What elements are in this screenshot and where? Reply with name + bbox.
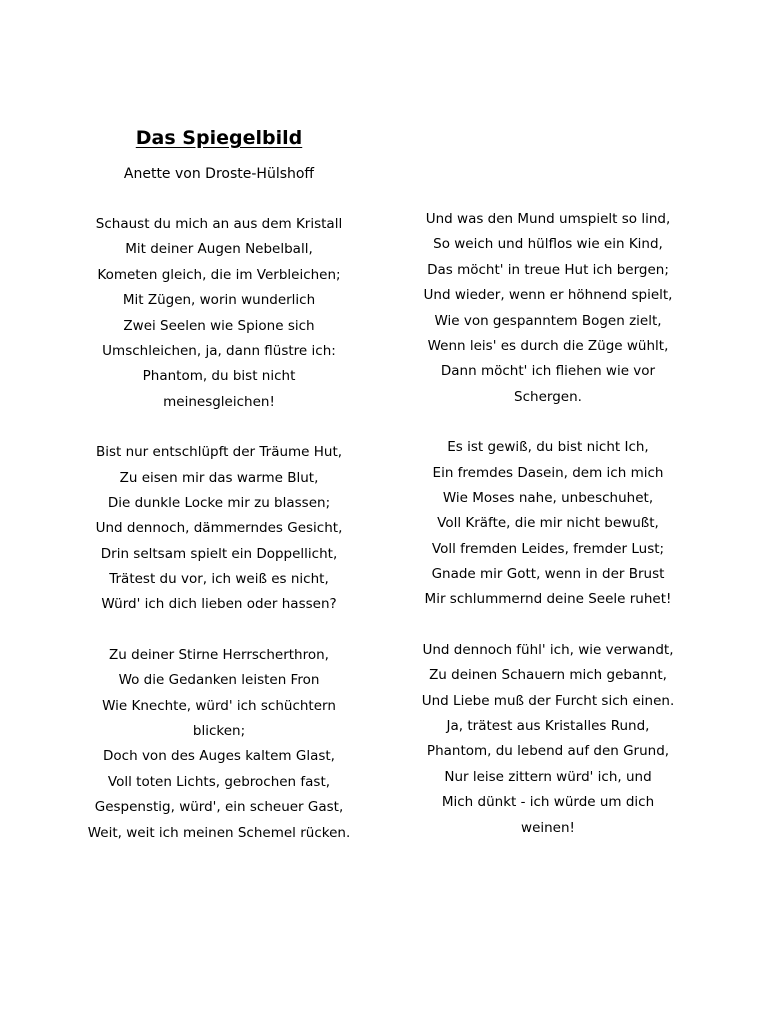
verse-line: Gespenstig, würd', ein scheuer Gast,: [94, 799, 344, 816]
verse-line: Das möcht' in treue Hut ich bergen;: [427, 261, 669, 278]
stanza: [84, 212, 354, 415]
verse-line: Bist nur entschlüpft der Träume Hut,: [95, 444, 343, 461]
left-column: [84, 212, 354, 871]
verse-line: Zu deiner Stirne Herrscherthron,: [109, 646, 329, 663]
verse-line: Ein fremdes Dasein, dem ich mich: [432, 464, 664, 481]
verse-line: Schergen.: [514, 388, 582, 405]
verse-line: Zu eisen mir das warme Blut,: [119, 469, 319, 486]
verse-line: Und Liebe muß der Furcht sich einen.: [421, 692, 675, 709]
verse-line: Kometen gleich, die im Verbleichen;: [97, 266, 341, 283]
stanza: [413, 435, 683, 613]
verse-line: meinesgleichen!: [163, 393, 275, 410]
verse-line: So weich und hülflos wie ein Kind,: [433, 236, 663, 253]
verse-line: Dann möcht' ich fliehen wie vor: [440, 363, 656, 380]
verse-line: Zwei Seelen wie Spione sich: [123, 317, 315, 334]
verse-line: Und dennoch fühl' ich, wie verwandt,: [422, 641, 674, 658]
verse-line: Drin seltsam spielt ein Doppellicht,: [100, 545, 338, 562]
verse-line: Und was den Mund umspielt so lind,: [425, 211, 671, 227]
right-column: [413, 207, 683, 866]
verse-line: Gnade mir Gott, wenn in der Brust: [431, 566, 665, 583]
verse-line: Wie Knechte, würd' ich schüchtern: [102, 697, 336, 714]
verse-line: Mich dünkt - ich würde um dich: [441, 794, 655, 811]
verse-line: Ja, trätest aus Kristalles Rund,: [446, 718, 650, 735]
verse-line: Schaust du mich an aus dem Kristall: [95, 216, 343, 232]
verse-line: Wie von gespanntem Bogen zielt,: [434, 312, 662, 329]
verse-line: Zu deinen Schauern mich gebannt,: [429, 667, 667, 684]
verse-line: Und dennoch, dämmerndes Gesicht,: [95, 520, 343, 537]
verse-line: Wo die Gedanken leisten Fron: [118, 672, 320, 689]
verse-line: Umschleichen, ja, dann flüstre ich:: [102, 342, 336, 359]
verse-line: Und wieder, wenn er höhnend spielt,: [423, 287, 673, 304]
verse-line: Trätest du vor, ich weiß es nicht,: [109, 571, 329, 588]
verse-line: Voll fremden Leides, fremder Lust;: [431, 540, 665, 557]
verse-line: Doch von des Auges kaltem Glast,: [103, 748, 335, 765]
stanza: [84, 440, 354, 618]
stanza: [413, 638, 683, 841]
verse-line: Es ist gewiß, du bist nicht Ich,: [447, 439, 649, 456]
verse-line: Mir schlummernd deine Seele ruhet!: [424, 591, 672, 608]
verse-line: Wenn leis' es durch die Züge wühlt,: [427, 337, 669, 354]
verse-line: Die dunkle Locke mir zu blassen;: [107, 494, 331, 511]
verse-line: Voll toten Lichts, gebrochen fast,: [107, 773, 331, 790]
stanza: [413, 207, 683, 410]
verse-line: Nur leise zittern würd' ich, und: [444, 768, 652, 785]
verse-line: Weit, weit ich meinen Schemel rücken.: [87, 824, 351, 841]
verse-line: Mit Zügen, worin wunderlich: [122, 292, 316, 309]
verse-line: Voll Kräfte, die mir nicht bewußt,: [437, 515, 659, 532]
verse-line: weinen!: [521, 819, 575, 836]
verse-line: Phantom, du lebend auf den Grund,: [426, 743, 670, 760]
poem-title: Das Spiegelbild: [135, 127, 303, 149]
verse-line: Mit deiner Augen Nebelball,: [125, 241, 313, 258]
verse-line: Würd' ich dich lieben oder hassen?: [101, 596, 337, 613]
poem-author: Anette von Droste-Hülshoff: [123, 166, 315, 182]
stanza: [84, 643, 354, 846]
verse-line: blicken;: [192, 723, 246, 740]
verse-line: Phantom, du bist nicht: [142, 368, 296, 385]
verse-line: Wie Moses nahe, unbeschuhet,: [442, 489, 654, 506]
